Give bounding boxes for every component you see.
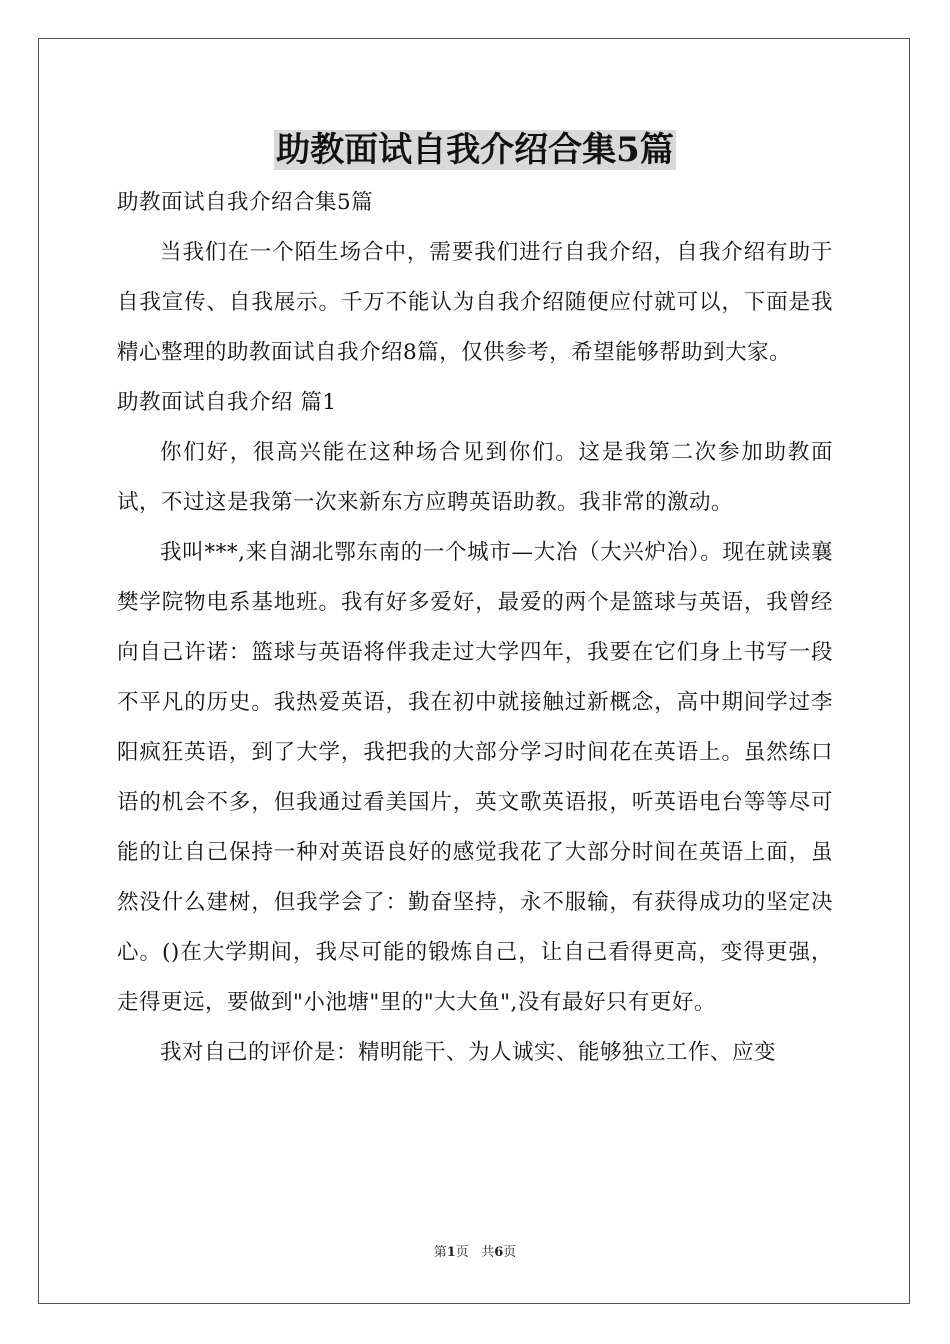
document-title-text: 助教面试自我介绍合集5篇 — [276, 130, 674, 170]
intro-paragraph: 当我们在一个陌生场合中，需要我们进行自我介绍，自我介绍有助于自我宣传、自我展示。千万不能认为自我介绍随便应付就可以，下面是我精心整理的助教面试自我介绍8篇，仅供参考，希望能够帮助到大家。 — [117, 240, 833, 365]
document-body — [117, 178, 833, 1078]
footer-total-pages: 6 — [494, 1245, 504, 1260]
page-footer — [0, 1244, 950, 1262]
body-paragraph-3: 我对自己的评价是：精明能干、为人诚实、能够独立工作、应变 — [160, 1040, 777, 1065]
section-heading: 助教面试自我介绍 篇1 — [117, 390, 337, 415]
footer-page-prefix: 第 — [433, 1245, 447, 1260]
footer-total-prefix: 共 — [481, 1245, 495, 1260]
footer-page-unit: 页 — [455, 1245, 469, 1260]
subtitle-line: 助教面试自我介绍合集5篇 — [117, 190, 374, 215]
footer-page-number: 1 — [446, 1245, 456, 1260]
footer-total-unit: 页 — [503, 1245, 517, 1260]
document-title — [0, 128, 950, 172]
body-paragraph-1: 你们好，很高兴能在这种场合见到你们。这是我第二次参加助教面试，不过这是我第一次来新东方应聘英语助教。我非常的激动。 — [117, 440, 833, 515]
body-paragraph-2: 我叫***,来自湖北鄂东南的一个城市—大冶（大兴炉冶）。现在就读襄樊学院物电系基地班。我有好多爱好，最爱的两个是篮球与英语，我曾经向自己许诺：篮球与英语将伴我走过大学四年，我要在它们身上书写一段不平凡的历史。我热爱英语，我在初中就接触过新概念，高中期间学过李阳疯狂英语，到了大学，我把我的大部分学习时间花在英语上。虽然练口语的机会不多，但我通过看美国片，英文歌英语报，听英语电台等等尽可能的让自己保持一种对英语良好的感觉我花了大部分时间在英语上面，虽然没什么建树，但我学会了：勤奋坚持，永不服输，有获得成功的坚定决心。()在大学期间，我尽可能的锻炼自己，让自己看得更高，变得更强，走得更远，要做到"小池塘"里的"大大鱼",没有最好只有更好。 — [117, 540, 833, 1015]
